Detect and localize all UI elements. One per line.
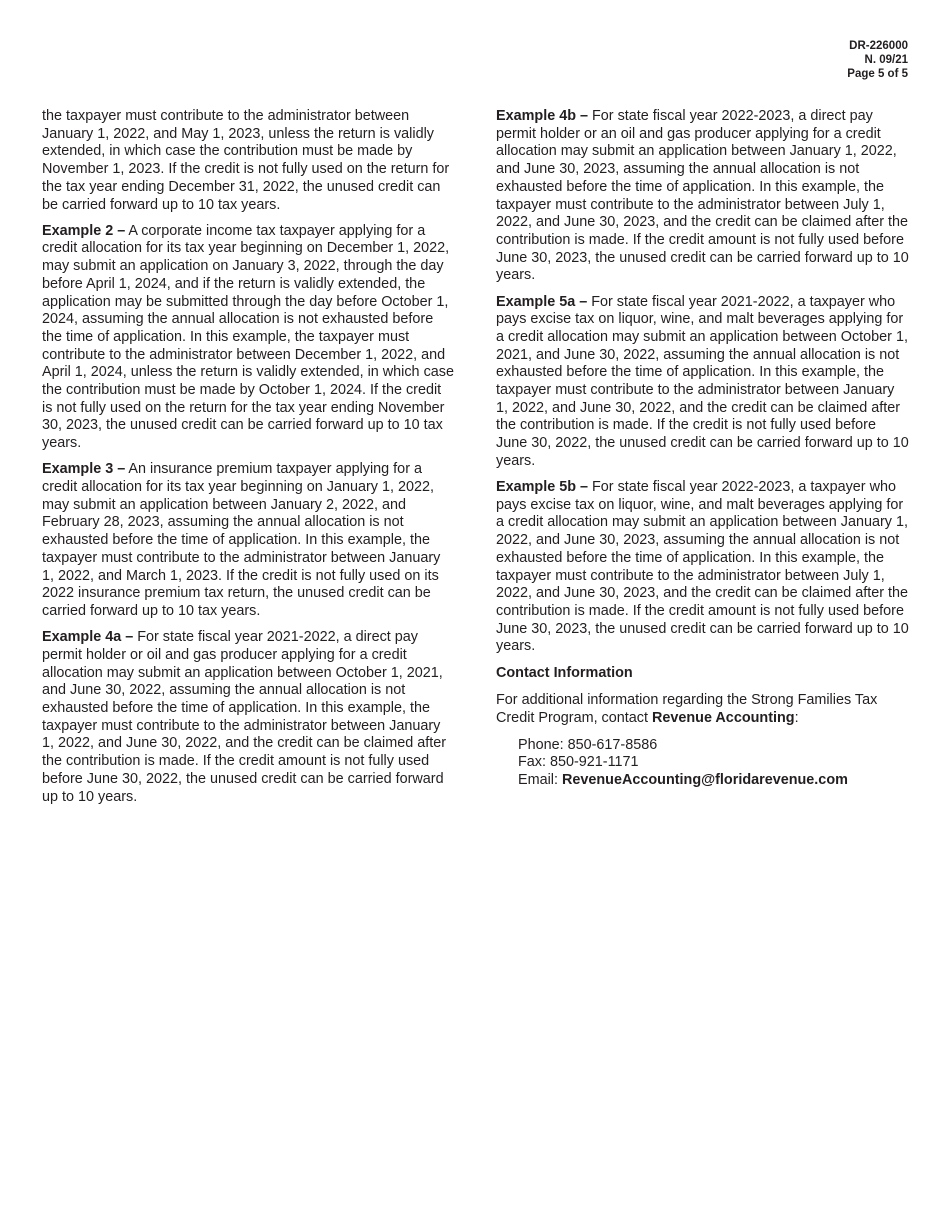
example-text: For state fiscal year 2022-2023, a direct pay permit holder or an oil and gas producer applying for a credit allocation may submit an application between January 1, 2022, and June 30, 2023, assuming the annual allocation is not exhausted before the time of application. In this example, the taxpayer must contribute to the administrator between July 1, 2022, and June 30, 2023, and the credit can be claimed after the contribution is made. If the credit amount is not fully used before June 30, 2023, the unused credit can be carried forward up to 10 years. xyxy=(496,108,909,284)
example-2-paragraph xyxy=(42,223,454,453)
form-revision: N. 09/21 xyxy=(864,54,908,66)
example-5a-paragraph xyxy=(496,294,910,471)
example-text: A corporate income tax taxpayer applying for a credit allocation for its tax year beginning on December 1, 2022, may submit an application on January 3, 2022, through the day before April 1, 2024, and if the return is validly extended, the application may be submitted through the day before October 1, 2024, assuming the annual allocation is not exhausted before the time of application. In this example, the taxpayer must contribute to the administrator between December 1, 2022, and April 1, 2024, unless the return is validly extended, in which case the contribution must be made by October 1, 2024. If the credit is not fully used on the return for the tax year ending November 30, 2023, the unused credit can be carried forward up to 10 tax years. xyxy=(42,222,454,452)
intro-paragraph: the taxpayer must contribute to the administrator between January 1, 2022, and May 1, 2023, unless the return is validly extended, in which case the contribution must be made by November 1, 2023. If the credit is not fully used on the return for the tax year ending December 31, 2022, the unused credit can be carried forward up to 10 tax years. xyxy=(42,108,450,213)
example-4b-paragraph xyxy=(496,108,910,285)
example-text: For state fiscal year 2022-2023, a taxpayer who pays excise tax on liquor, wine, and malt beverages applying for a credit allocation may submit an application between January 1, 2022, and June 30, 2023, assuming the annual allocation is not exhausted before the time of application. In this example, the taxpayer must contribute to the administrator between July 1, 2022, and June 30, 2023, and the credit can be claimed after the contribution is made. If the credit amount is not fully used before June 30, 2023, the unused credit can be carried forward up to 10 years. xyxy=(496,479,909,655)
contact-fax: Fax: 850-921-1171 xyxy=(518,754,639,771)
example-text: For state fiscal year 2021-2022, a taxpayer who pays excise tax on liquor, wine, and malt beverages applying for a credit allocation may submit an application between October 1, 2021, and June 30, 2022, assuming the annual allocation is not exhausted before the time of application. In this example, the taxpayer must contribute to the administrator between January 1, 2022, and June 30, 2022, and the credit can be claimed after the contribution is made. If the credit is not fully used before June 30, 2022, the unused credit can be carried forward up to 10 years. xyxy=(496,293,909,469)
contact-details xyxy=(518,737,910,790)
contact-intro xyxy=(496,692,910,727)
example-text: For state fiscal year 2021-2022, a direct pay permit holder or oil and gas producer applying for a credit allocation may submit an application between October 1, 2021, and June 30, 2022, assuming the annual allocation is not exhausted before the time of application. In this example, the taxpayer must contribute to the administrator between January 1, 2022, and June 30, 2022, and the credit can be claimed after the contribution is made. If the credit amount is not fully used before June 30, 2022, the unused credit can be carried forward up to 10 years. xyxy=(42,629,447,805)
example-label: Example 4a – xyxy=(42,629,134,646)
contact-email-line xyxy=(518,772,910,790)
example-label: Example 5b – xyxy=(496,479,588,496)
example-label: Example 5a – xyxy=(496,293,588,310)
example-5b-paragraph xyxy=(496,479,910,656)
example-text: An insurance premium taxpayer applying for a credit allocation for its tax year beginning on January 1, 2022, may submit an application between January 2, 2022, and February 28, 2023, assuming the annual allocation is not exhausted before the time of application. In this example, the taxpayer must contribute to the administrator between January 1, 2022, and March 1, 2023. If the credit is not fully used on its 2022 insurance premium tax return, the unused credit can be carried forward up to 10 tax years. xyxy=(42,461,441,619)
contact-colon: : xyxy=(794,710,799,726)
form-number: DR-226000 xyxy=(849,40,908,52)
left-column xyxy=(42,108,454,815)
example-4a-paragraph xyxy=(42,629,454,806)
contact-email: RevenueAccounting@floridarevenue.com xyxy=(561,772,848,789)
example-label: Example 2 – xyxy=(42,222,126,239)
contact-intro-text: For additional information regarding the Strong Families Tax Credit Program, contact xyxy=(496,692,878,726)
example-label: Example 4b – xyxy=(496,108,588,124)
contact-org: Revenue Accounting xyxy=(651,710,795,726)
right-column xyxy=(496,108,910,790)
contact-email-label: Email: xyxy=(518,772,562,789)
contact-phone: Phone: 850-617-8586 xyxy=(518,736,658,753)
contact-heading: Contact Information xyxy=(496,664,633,681)
example-3-paragraph xyxy=(42,461,454,620)
form-header xyxy=(847,39,908,81)
page-label: Page 5 of 5 xyxy=(847,68,908,80)
example-label: Example 3 – xyxy=(42,461,126,478)
